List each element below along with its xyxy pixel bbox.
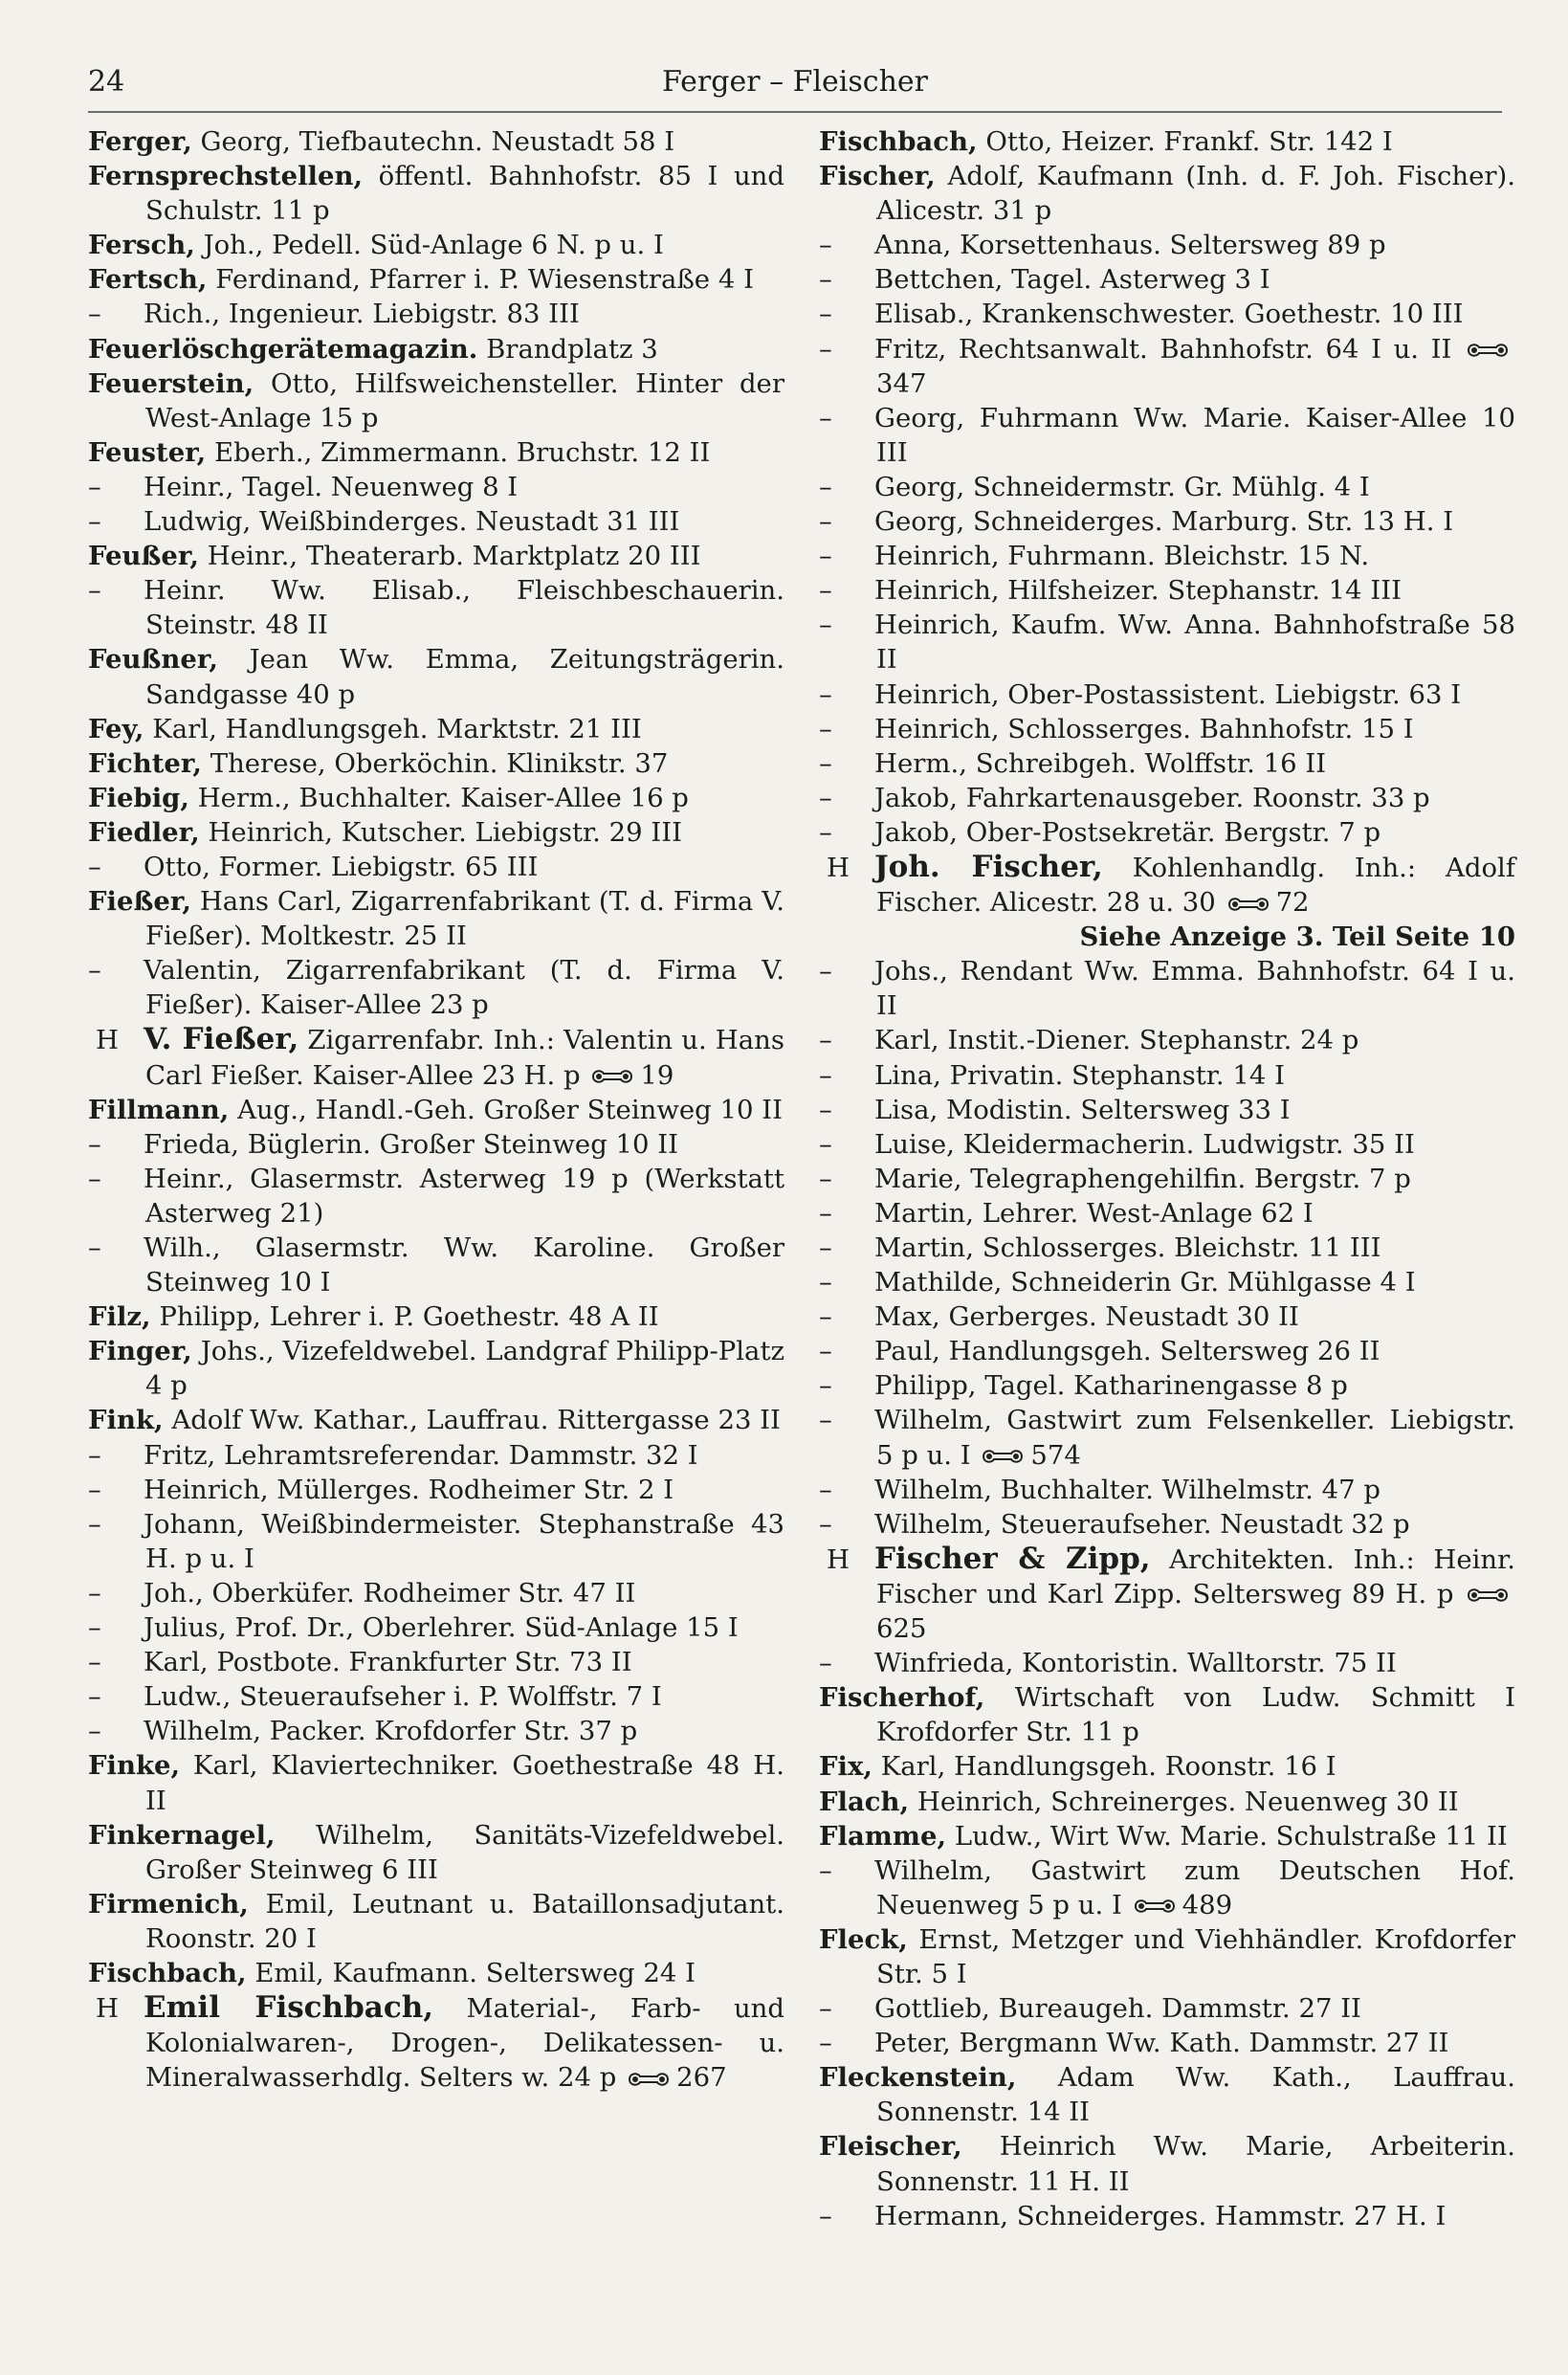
telephone-icon <box>981 1448 1025 1465</box>
entry-text: Ferdinand, Pfarrer i. P. Wiesenstraße 4 I <box>215 264 754 296</box>
phone-number: 574 <box>1030 1439 1081 1471</box>
firm-marker: H <box>96 1993 119 2025</box>
directory-entry <box>88 1748 784 1817</box>
entry-text: Emil, Leutnant u. Bataillonsadjutant. Roonstr. 20 I <box>145 1888 784 1954</box>
continuation-dash: – <box>819 1128 832 1160</box>
entry-text: Anna, Korsettenhaus. Seltersweg 89 p <box>874 230 1386 261</box>
entry-text: Wilhelm, Steueraufseher. Neustadt 32 p <box>874 1508 1410 1540</box>
advertisement-note: Siehe Anzeige 3. Teil Seite 10 <box>1079 921 1515 953</box>
directory-entry <box>88 332 784 366</box>
continuation-dash: – <box>88 1681 101 1713</box>
directory-entry <box>819 2129 1515 2198</box>
entry-text: Wilhelm, Sanitäts-Vizefeldwebel. Großer Steinweg 6 III <box>145 1819 784 1885</box>
entry-text: Hans Carl, Zigarrenfabrikant (T. d. Firma V. Fießer). Moltkestr. 25 II <box>145 886 784 952</box>
directory-entry <box>88 712 784 746</box>
directory-entry <box>819 781 1515 815</box>
directory-entry <box>819 159 1515 228</box>
entry-text: Georg, Schneidermstr. Gr. Mühlg. 4 I <box>874 471 1370 502</box>
entry-name: Feußer, <box>88 541 199 572</box>
entry-name: Fleckenstein, <box>819 2062 1017 2094</box>
entry-text: Jakob, Ober-Postsekretär. Bergstr. 7 p <box>874 816 1381 848</box>
entry-text: Luise, Kleidermacherin. Ludwigstr. 35 II <box>874 1128 1415 1160</box>
directory-entry <box>88 884 784 953</box>
entry-name: Fiebig, <box>88 782 189 813</box>
continuation-dash: – <box>88 1716 101 1747</box>
continuation-dash: – <box>88 955 101 987</box>
entry-text: Fritz, Rechtsanwalt. Bahnhofstr. 64 I u. II <box>874 333 1452 365</box>
directory-entry <box>88 1990 784 2095</box>
directory-entry <box>88 1231 784 1299</box>
directory-entry <box>819 1058 1515 1093</box>
continuation-dash: – <box>819 299 832 330</box>
continuation-dash: – <box>88 506 101 538</box>
entry-name: Fichter, <box>88 747 202 779</box>
continuation-dash: – <box>88 1163 101 1194</box>
entry-text: Joh., Oberküfer. Rodheimer Str. 47 II <box>144 1577 636 1609</box>
entry-text: Brandplatz 3 <box>486 333 658 365</box>
continuation-dash: – <box>88 1577 101 1609</box>
directory-entry <box>88 539 784 573</box>
directory-entry <box>88 1956 784 1990</box>
continuation-dash: – <box>88 575 101 607</box>
entry-text: Herm., Schreibgeh. Wolffstr. 16 II <box>874 747 1327 779</box>
continuation-dash: – <box>819 2200 832 2231</box>
directory-entry <box>819 1127 1515 1162</box>
continuation-dash: – <box>819 1301 832 1333</box>
directory-entry <box>819 1853 1515 1922</box>
directory-entry <box>88 262 784 297</box>
directory-entry <box>819 1231 1515 1265</box>
directory-entry <box>88 1093 784 1127</box>
entry-text: Heinrich, Kutscher. Liebigstr. 29 III <box>208 816 682 848</box>
directory-entry <box>819 850 1515 954</box>
continuation-dash: – <box>819 1474 832 1505</box>
directory-entry <box>88 1576 784 1610</box>
continuation-dash: – <box>88 1474 101 1505</box>
left-column <box>88 124 784 2095</box>
continuation-dash: – <box>819 782 832 813</box>
entry-text: Heinrich Ww. Marie, Arbeiterin. Sonnenstr. 11 H. II <box>876 2131 1515 2197</box>
directory-entry <box>819 1749 1515 1784</box>
directory-entry <box>819 1196 1515 1231</box>
entry-text: Herm., Buchhalter. Kaiser-Allee 16 p <box>197 782 689 813</box>
entry-name: Feuerstein, <box>88 367 254 399</box>
entry-text: Rich., Ingenieur. Liebigstr. 83 III <box>144 299 580 330</box>
entry-text: Karl, Postbote. Frankfurter Str. 73 II <box>144 1647 632 1678</box>
entry-text: Adolf Ww. Kathar., Lauffrau. Rittergasse 23 II <box>171 1405 781 1436</box>
entry-text: Paul, Handlungsgeh. Seltersweg 26 II <box>874 1336 1380 1367</box>
entry-text: Joh., Pedell. Süd-Anlage 6 N. p u. I <box>203 230 664 261</box>
directory-entry <box>88 573 784 642</box>
entry-text: Gottlieb, Bureaugeh. Dammstr. 27 II <box>874 1993 1361 2025</box>
directory-entry <box>819 332 1515 401</box>
entry-text: Heinrich, Müllerges. Rodheimer Str. 2 I <box>144 1474 674 1505</box>
entry-text: Kohlenhandlg. Inh.: Adolf Fischer. Alicestr. 28 u. 30 <box>876 852 1515 919</box>
directory-entry <box>819 573 1515 608</box>
entry-text: Martin, Lehrer. West-Anlage 62 I <box>874 1197 1314 1229</box>
entry-name: Fiedler, <box>88 816 200 848</box>
entry-text: Mathilde, Schneiderin Gr. Mühlgasse 4 I <box>874 1267 1416 1298</box>
continuation-dash: – <box>819 333 832 365</box>
entry-name: Fischbach, <box>819 126 978 157</box>
directory-entry <box>88 953 784 1022</box>
entry-text: Adolf, Kaufmann (Inh. d. F. Joh. Fischer). Alicestr. 31 p <box>876 161 1515 227</box>
entry-text: Philipp, Tagel. Katharinengasse 8 p <box>874 1370 1348 1402</box>
entry-text: Ludwig, Weißbinderges. Neustadt 31 III <box>144 506 680 538</box>
continuation-dash: – <box>819 713 832 744</box>
entry-text: Wilhelm, Gastwirt zum Deutschen Hof. Neuenweg 5 p u. I <box>874 1854 1515 1920</box>
directory-entry <box>88 1679 784 1714</box>
directory-entry <box>88 1645 784 1679</box>
entry-text: Johs., Vizefeldwebel. Landgraf Philipp-Platz 4 p <box>145 1336 784 1402</box>
directory-entry <box>819 712 1515 746</box>
continuation-dash: – <box>819 1993 832 2025</box>
entry-text: Fritz, Lehramtsreferendar. Dammstr. 32 I <box>144 1439 698 1471</box>
entry-text: Karl, Instit.-Diener. Stephanstr. 24 p <box>874 1025 1359 1056</box>
entry-text: Marie, Telegraphengehilfin. Bergstr. 7 p <box>874 1163 1411 1194</box>
firm-name: Joh. Fischer, <box>874 849 1103 884</box>
continuation-dash: – <box>819 1197 832 1229</box>
directory-entry <box>88 781 784 815</box>
continuation-dash: – <box>819 1267 832 1298</box>
continuation-dash: – <box>819 1370 832 1402</box>
entry-text: Heinrich, Fuhrmann. Bleichstr. 15 N. <box>874 541 1370 572</box>
entry-text: Karl, Klaviertechniker. Goethestraße 48 H. II <box>145 1750 784 1816</box>
directory-entry <box>88 1403 784 1437</box>
phone-number: 347 <box>876 367 927 399</box>
continuation-dash: – <box>819 230 832 261</box>
entry-text: Winfrieda, Kontoristin. Walltorstr. 75 II <box>874 1648 1397 1679</box>
continuation-dash: – <box>88 1128 101 1160</box>
entry-name: Ferger, <box>88 126 192 157</box>
continuation-dash: – <box>819 1232 832 1263</box>
entry-name: Fischerhof, <box>819 1682 985 1714</box>
directory-entry <box>819 746 1515 781</box>
entry-text: Material-, Farb- und Kolonialwaren-, Drogen-, Delikatessen- u. Mineralwasserhdlg. Selters w. 24 p <box>145 1993 784 2094</box>
continuation-dash: – <box>819 471 832 502</box>
continuation-dash: – <box>819 541 832 572</box>
directory-entry <box>819 1785 1515 1819</box>
entry-name: Fertsch, <box>88 264 208 296</box>
entry-text: Heinrich, Hilfsheizer. Stephanstr. 14 III <box>874 575 1402 607</box>
directory-entry <box>819 1023 1515 1057</box>
firm-name: V. Fießer, <box>144 1022 299 1057</box>
entry-text: Otto, Heizer. Frankf. Str. 142 I <box>985 126 1393 157</box>
phone-number: 19 <box>640 1059 674 1091</box>
directory-entry <box>819 2199 1515 2233</box>
directory-entry <box>88 1507 784 1576</box>
entry-name: Firmenich, <box>88 1888 249 1920</box>
telephone-icon <box>590 1068 634 1085</box>
directory-entry <box>88 504 784 539</box>
entry-name: Finger, <box>88 1336 192 1367</box>
entry-text: Architekten. Inh.: Heinr. Fischer und Karl Zipp. Seltersweg 89 H. p <box>876 1543 1515 1609</box>
directory-entry <box>88 1127 784 1162</box>
directory-entry <box>88 1887 784 1956</box>
entry-text: Eberh., Zimmermann. Bruchstr. 12 II <box>214 436 711 468</box>
entry-text: Heinrich, Schreinerges. Neuenweg 30 II <box>917 1786 1459 1817</box>
continuation-dash: – <box>819 1648 832 1679</box>
continuation-dash: – <box>819 1508 832 1540</box>
directory-entry <box>819 124 1515 159</box>
telephone-icon <box>1466 342 1510 359</box>
directory-entry <box>88 124 784 159</box>
entry-name: Fleck, <box>819 1923 908 1955</box>
directory-entry <box>819 1299 1515 1334</box>
telephone-icon <box>1226 896 1270 913</box>
entry-name: Fix, <box>819 1751 872 1783</box>
directory-entry <box>819 1819 1515 1853</box>
entry-text: Heinr., Theaterarb. Marktplatz 20 III <box>207 541 701 572</box>
directory-entry <box>88 1438 784 1473</box>
entry-text: Heinr. Ww. Elisab., Fleischbeschauerin. Steinstr. 48 II <box>144 575 784 641</box>
entry-text: Emil, Kaufmann. Seltersweg 24 I <box>254 1957 696 1988</box>
directory-entry <box>88 159 784 228</box>
directory-entry <box>819 954 1515 1023</box>
directory-entry <box>819 1991 1515 2026</box>
directory-entry <box>819 504 1515 539</box>
directory-entry <box>819 1542 1515 1646</box>
continuation-dash: – <box>88 471 101 502</box>
right-column <box>819 124 1515 2233</box>
directory-entry <box>819 539 1515 573</box>
directory-entry <box>88 642 784 711</box>
entry-text: Heinrich, Ober-Postassistent. Liebigstr. 63 I <box>874 678 1462 710</box>
entry-text: Valentin, Zigarrenfabrikant (T. d. Firma V. Fießer). Kaiser-Allee 23 p <box>144 955 784 1021</box>
entry-text: Georg, Fuhrmann Ww. Marie. Kaiser-Allee 10 III <box>874 402 1515 468</box>
entry-name: Fillmann, <box>88 1094 230 1125</box>
directory-entry <box>88 470 784 504</box>
directory-entry <box>819 2026 1515 2060</box>
entry-name: Fink, <box>88 1405 164 1436</box>
continuation-dash: – <box>819 1059 832 1091</box>
directory-entry <box>88 1299 784 1334</box>
directory-entry <box>819 1473 1515 1507</box>
continuation-dash: – <box>819 1094 832 1125</box>
directory-entry <box>819 228 1515 262</box>
entry-text: Bettchen, Tagel. Asterweg 3 I <box>874 264 1270 296</box>
directory-entry <box>88 1334 784 1403</box>
entry-name: Feuerlöschgerätemagazin. <box>88 333 478 365</box>
entry-text: Ludw., Wirt Ww. Marie. Schulstraße 11 II <box>954 1820 1508 1852</box>
continuation-dash: – <box>819 1405 832 1436</box>
directory-entry <box>819 1368 1515 1403</box>
firm-name: Fischer & Zipp, <box>874 1541 1151 1576</box>
continuation-dash: – <box>88 1508 101 1540</box>
continuation-dash: – <box>819 1336 832 1367</box>
continuation-dash: – <box>819 402 832 433</box>
continuation-dash: – <box>819 1025 832 1056</box>
continuation-dash: – <box>819 956 832 988</box>
continuation-dash: – <box>819 816 832 848</box>
entry-text: Wilhelm, Gastwirt zum Felsenkeller. Liebigstr. 5 p u. I <box>874 1405 1515 1471</box>
firm-marker: H <box>96 1025 119 1056</box>
entry-text: Wilh., Glasermstr. Ww. Karoline. Großer Steinweg 10 I <box>144 1232 784 1298</box>
entry-name: Fernsprechstellen, <box>88 161 364 192</box>
directory-entry <box>819 1334 1515 1368</box>
entry-text: Therese, Oberköchin. Klinikstr. 37 <box>210 747 669 779</box>
page-header <box>88 63 1502 113</box>
entry-text: Elisab., Krankenschwester. Goethestr. 10 III <box>874 299 1464 330</box>
entry-text: Otto, Hilfsweichensteller. Hinter der West-Anlage 15 p <box>145 367 784 433</box>
entry-text: Martin, Schlosserges. Bleichstr. 11 III <box>874 1232 1381 1263</box>
directory-entry <box>88 1610 784 1645</box>
entry-text: Ernst, Metzger und Viehhändler. Krofdorfer Str. 5 I <box>876 1923 1515 1989</box>
entry-name: Fersch, <box>88 230 195 261</box>
directory-entry <box>819 1093 1515 1127</box>
continuation-dash: – <box>88 299 101 330</box>
phone-number: 72 <box>1275 887 1310 919</box>
entry-text: Heinrich, Schlosserges. Bahnhofstr. 15 I <box>874 713 1414 744</box>
entry-text: Lisa, Modistin. Seltersweg 33 I <box>874 1094 1291 1125</box>
entry-text: Peter, Bergmann Ww. Kath. Dammstr. 27 II <box>874 2028 1449 2059</box>
directory-entry <box>88 366 784 435</box>
entry-text: Aug., Handl.-Geh. Großer Steinweg 10 II <box>237 1094 783 1125</box>
continuation-dash: – <box>819 747 832 779</box>
entry-text: Adam Ww. Kath., Lauffrau. Sonnenstr. 14 II <box>876 2062 1515 2128</box>
directory-entry <box>819 608 1515 677</box>
continuation-dash: – <box>819 575 832 607</box>
continuation-dash: – <box>819 678 832 710</box>
continuation-dash: – <box>88 1439 101 1471</box>
directory-entry <box>819 815 1515 850</box>
entry-text: Johann, Weißbindermeister. Stephanstraße 43 H. p u. I <box>144 1508 784 1574</box>
entry-text: Wilhelm, Buchhalter. Wilhelmstr. 47 p <box>874 1474 1380 1505</box>
entry-name: Finkernagel, <box>88 1819 276 1851</box>
entry-text: Otto, Former. Liebigstr. 65 III <box>144 851 539 882</box>
continuation-dash: – <box>88 851 101 882</box>
directory-entry <box>819 1265 1515 1299</box>
continuation-dash: – <box>88 1232 101 1263</box>
directory-entry <box>819 1162 1515 1196</box>
entry-text: Heinr., Glasermstr. Asterweg 19 p (Werkstatt Asterweg 21) <box>144 1163 784 1229</box>
telephone-icon <box>1466 1587 1510 1604</box>
entry-text: Jakob, Fahrkartenausgeber. Roonstr. 33 p <box>874 782 1430 813</box>
continuation-dash: – <box>819 610 832 641</box>
directory-entry <box>819 297 1515 331</box>
firm-marker: H <box>827 1543 850 1575</box>
entry-text: Jean Ww. Emma, Zeitungsträgerin. Sandgasse 40 p <box>145 644 784 710</box>
continuation-dash: – <box>819 1854 832 1886</box>
continuation-dash: – <box>819 506 832 538</box>
directory-entry <box>819 401 1515 470</box>
phone-number: 489 <box>1182 1889 1233 1920</box>
entry-text: Heinr., Tagel. Neuenweg 8 I <box>144 471 519 502</box>
entry-text: Hermann, Schneiderges. Hammstr. 27 H. I <box>874 2200 1447 2231</box>
entry-text: Max, Gerberges. Neustadt 30 II <box>874 1301 1299 1333</box>
continuation-dash: – <box>819 1163 832 1194</box>
directory-entry <box>819 1507 1515 1542</box>
directory-entry <box>88 435 784 470</box>
entry-text: Heinrich, Kaufm. Ww. Anna. Bahnhofstraße 58 II <box>874 610 1515 676</box>
entry-text: Wirtschaft von Ludw. Schmitt I Krofdorfer Str. 11 p <box>876 1682 1515 1748</box>
entry-text: Johs., Rendant Ww. Emma. Bahnhofstr. 64 I u. II <box>874 956 1515 1022</box>
entry-text: öffentl. Bahnhofstr. 85 I und Schulstr. 11 p <box>145 161 784 227</box>
page-title: Ferger – Fleischer <box>661 65 928 99</box>
entry-text: Karl, Handlungsgeh. Marktstr. 21 III <box>152 713 642 744</box>
entry-name: Fischer, <box>819 161 936 192</box>
entry-name: Fleischer, <box>819 2131 962 2163</box>
entry-name: Flach, <box>819 1786 910 1817</box>
entry-text: Julius, Prof. Dr., Oberlehrer. Süd-Anlage 15 I <box>144 1612 739 1644</box>
entry-name: Filz, <box>88 1301 151 1333</box>
directory-entry <box>88 746 784 781</box>
directory-entry <box>88 228 784 262</box>
entry-name: Fey, <box>88 713 144 744</box>
entry-text: Philipp, Lehrer i. P. Goethestr. 48 A II <box>159 1301 659 1333</box>
directory-entry <box>88 297 784 331</box>
directory-entry <box>819 1922 1515 1991</box>
entry-text: Georg, Tiefbautechn. Neustadt 58 I <box>200 126 675 157</box>
phone-number: 267 <box>676 2062 727 2094</box>
directory-entry <box>88 1818 784 1887</box>
continuation-dash: – <box>88 1612 101 1644</box>
directory-entry <box>819 1403 1515 1472</box>
telephone-icon <box>627 2071 671 2088</box>
page-number: 24 <box>88 65 125 99</box>
entry-name: Fischbach, <box>88 1957 247 1988</box>
entry-text: Karl, Handlungsgeh. Roonstr. 16 I <box>880 1751 1336 1783</box>
entry-name: Finke, <box>88 1750 181 1782</box>
directory-entry <box>819 1646 1515 1680</box>
directory-entry <box>819 2060 1515 2129</box>
directory-entry <box>819 262 1515 297</box>
telephone-icon <box>1133 1898 1177 1915</box>
entry-name: Feußner, <box>88 644 218 676</box>
phone-number: 625 <box>876 1613 927 1645</box>
entry-text: Lina, Privatin. Stephanstr. 14 I <box>874 1059 1286 1091</box>
directory-entry <box>88 850 784 884</box>
continuation-dash: – <box>88 1647 101 1678</box>
continuation-dash: – <box>819 264 832 296</box>
directory-entry <box>88 1714 784 1748</box>
directory-entry <box>819 677 1515 712</box>
entry-text: Wilhelm, Packer. Krofdorfer Str. 37 p <box>144 1716 638 1747</box>
directory-entry <box>88 815 784 850</box>
firm-name: Emil Fischbach, <box>144 1990 434 2026</box>
entry-name: Fießer, <box>88 886 191 918</box>
entry-text: Georg, Schneiderges. Marburg. Str. 13 H. I <box>874 506 1454 538</box>
directory-entry <box>88 1473 784 1507</box>
continuation-dash: – <box>819 2028 832 2059</box>
directory-entry <box>88 1162 784 1231</box>
directory-entry <box>88 1022 784 1092</box>
entry-text: Frieda, Büglerin. Großer Steinweg 10 II <box>144 1128 678 1160</box>
entry-name: Feuster, <box>88 436 207 468</box>
entry-name: Flamme, <box>819 1820 947 1852</box>
entry-text: Zigarrenfabr. Inh.: Valentin u. Hans Carl Fießer. Kaiser-Allee 23 H. p <box>145 1025 784 1091</box>
directory-entry <box>819 470 1515 504</box>
firm-marker: H <box>827 852 850 883</box>
entry-text: Ludw., Steueraufseher i. P. Wolffstr. 7 I <box>144 1681 662 1713</box>
directory-entry <box>819 1680 1515 1749</box>
